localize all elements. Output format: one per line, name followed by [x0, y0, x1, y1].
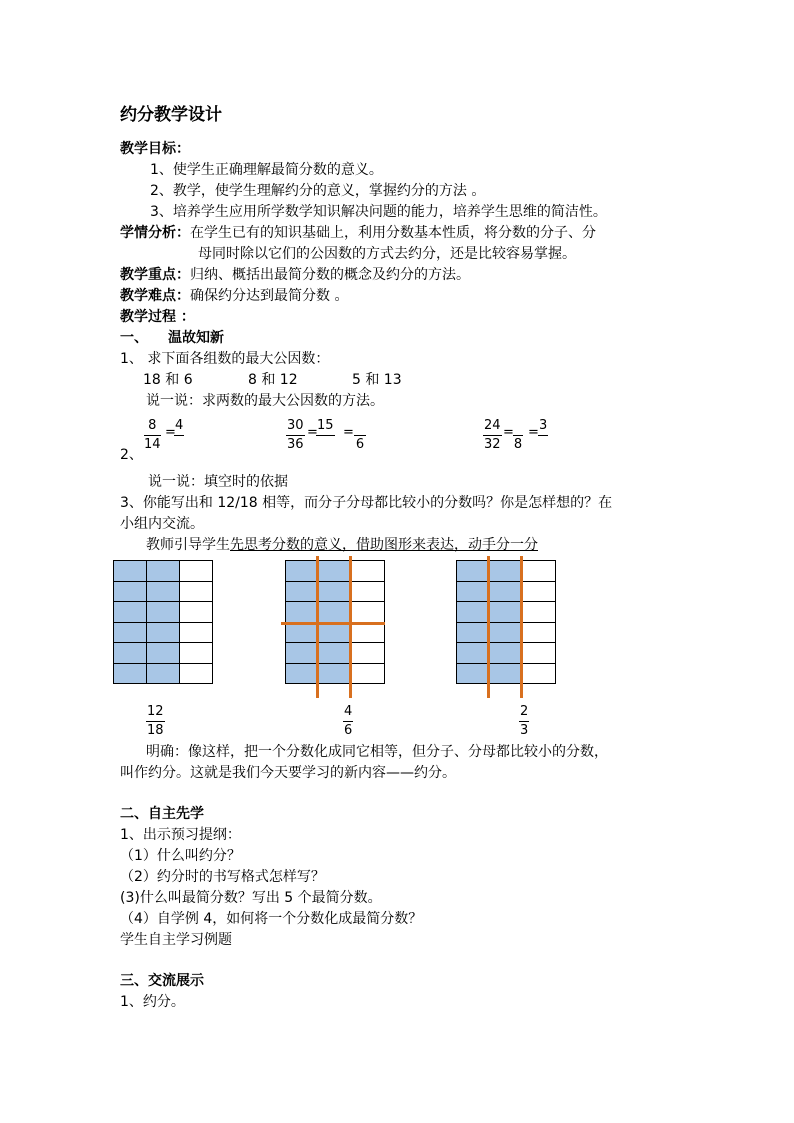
say-prompt: 说一说：求两数的最大公因数的方法。 — [146, 393, 384, 409]
fraction-8-14 — [144, 418, 161, 453]
denominator: 6 — [344, 723, 353, 738]
guide-underlined: 先思考分数的意义，借助图形来表达，动手分一分 — [230, 537, 538, 553]
numerator: 15 — [316, 418, 335, 436]
objective-item: 3、培养学生应用所学数学知识解决问题的能力，培养学生思维的简洁性。 — [150, 204, 607, 220]
blank-denominator[interactable] — [538, 436, 548, 453]
fraction-15-blank — [316, 418, 335, 453]
denominator: 3 — [520, 723, 529, 738]
analysis-text: 在学生已有的知识基础上，利用分数基本性质，将分数的分子、分 — [190, 225, 596, 241]
numerator: 24 — [483, 418, 502, 436]
cut-line-vertical — [520, 556, 523, 698]
list-item: （4）自学例 4，如何将一个分数化成最简分数？ — [120, 911, 423, 927]
list-item: (3)什么叫最简分数？写出 5 个最简分数。 — [120, 890, 382, 906]
equals-sign: = — [343, 425, 354, 440]
fraction-30-36 — [286, 418, 305, 453]
difficulty-text: 确保约分达到最简分数 。 — [190, 288, 349, 304]
difficulty-row — [120, 287, 348, 305]
fraction-blank-6 — [354, 418, 366, 453]
blank-numerator[interactable] — [354, 418, 366, 436]
section2-heading: 二、自主先学 — [120, 806, 204, 822]
cut-line-vertical — [316, 556, 319, 698]
diagram-fraction-12-18 — [146, 704, 165, 739]
conclusion: 明确：像这样，把一个分数化成同它相等，但分子、分母都比较小的分数， — [146, 744, 608, 760]
fraction-24-32 — [483, 418, 502, 453]
focus-text: 归纳、概括出最简分数的概念及约分的方法。 — [190, 267, 470, 283]
list-item: 学生自主学习例题 — [120, 932, 232, 948]
objective-item: 1、使学生正确理解最简分数的意义。 — [150, 162, 383, 178]
process-label: 教学过程 ： — [120, 309, 195, 325]
question-3-cont: 小组内交流。 — [120, 516, 204, 532]
equals-sign: = — [528, 425, 539, 440]
numerator: 3 — [538, 418, 548, 436]
fraction-3-blank — [538, 418, 548, 453]
denominator: 14 — [144, 437, 161, 452]
section3-heading: 三、交流展示 — [120, 973, 204, 989]
numerator: 4 — [174, 418, 184, 436]
list-item: 1、出示预习提纲： — [120, 827, 241, 843]
denominator: 8 — [513, 437, 523, 452]
guide-prefix: 教师引导学生 — [146, 537, 230, 553]
number-pair: 8 和 12 — [248, 372, 298, 388]
analysis-label: 学情分析： — [120, 225, 190, 241]
question-3: 3、你能写出和 12/18 相等，而分子分母都比较小的分数吗？你是怎样想的？在 — [120, 495, 613, 511]
numerator: 4 — [343, 704, 353, 722]
list-item: （1）什么叫约分？ — [120, 848, 241, 864]
blank-denominator[interactable] — [316, 436, 335, 453]
section1-heading: 温故知新 — [168, 330, 224, 346]
fraction-grid-2-3 — [456, 560, 556, 684]
teacher-guide — [146, 536, 538, 554]
cut-line-vertical — [487, 556, 490, 698]
list-item: （2）约分时的书写格式怎样写？ — [120, 869, 325, 885]
denominator: 32 — [484, 437, 501, 452]
denominator: 18 — [147, 723, 164, 738]
question-2-number: 2、 — [120, 447, 143, 463]
numerator: 8 — [144, 418, 161, 436]
number-pair: 18 和 6 — [143, 372, 193, 388]
blank-denominator[interactable] — [174, 436, 184, 453]
blank-numerator[interactable] — [513, 418, 523, 436]
diagram-fraction-4-6 — [343, 704, 353, 739]
say-prompt: 说一说：填空时的依据 — [148, 474, 288, 490]
equals-sign: = — [165, 425, 176, 440]
fraction-4-blank — [174, 418, 184, 453]
fraction-blank-8 — [513, 418, 523, 453]
section1-heading-num: 一、 — [120, 330, 148, 346]
diagram-fraction-2-3 — [519, 704, 529, 739]
cut-line-horizontal — [281, 622, 385, 625]
numerator: 12 — [146, 704, 165, 722]
list-item: 1、约分。 — [120, 994, 185, 1010]
numerator: 30 — [286, 418, 305, 436]
denominator: 36 — [287, 437, 304, 452]
question-1: 1、 求下面各组数的最大公因数： — [120, 351, 330, 367]
equals-sign: = — [503, 425, 514, 440]
denominator: 6 — [355, 437, 365, 452]
number-pair: 5 和 13 — [352, 372, 402, 388]
difficulty-label: 教学难点： — [120, 288, 190, 304]
equals-sign: = — [307, 425, 318, 440]
focus-label: 教学重点： — [120, 267, 190, 283]
fraction-grid-12-18 — [113, 560, 213, 684]
page-title: 约分教学设计 — [120, 105, 222, 125]
analysis-text-cont: 母同时除以它们的公因数的方式去约分，还是比较容易掌握。 — [198, 246, 576, 262]
objective-item: 2、教学，使学生理解约分的意义，掌握约分的方法 。 — [150, 183, 486, 199]
numerator: 2 — [519, 704, 529, 722]
focus-row — [120, 266, 470, 284]
cut-line-vertical — [349, 556, 352, 698]
analysis-row — [120, 224, 596, 242]
objectives-label: 教学目标： — [120, 141, 190, 157]
conclusion-cont: 叫作约分。这就是我们今天要学习的新内容——约分。 — [120, 765, 456, 781]
